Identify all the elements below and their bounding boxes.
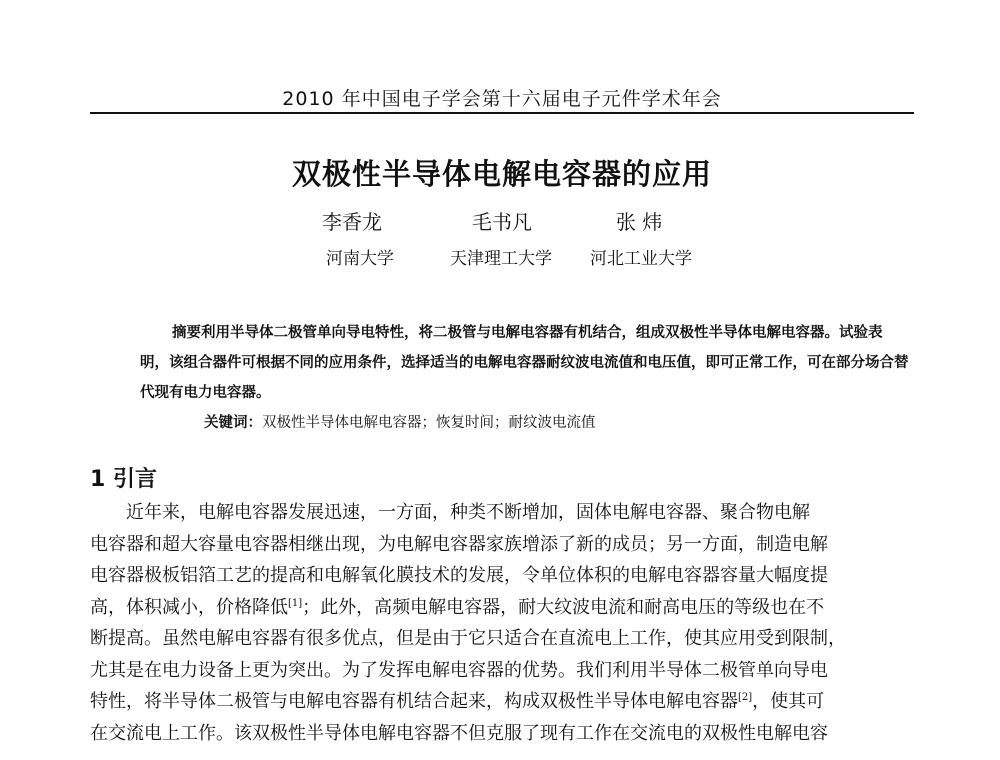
header-rule <box>90 112 914 114</box>
abstract-text: 利用半导体二极管单向导电特性，将二极管与电解电容器有机结合，组成双极性半导体电解电容器。试验表明，该组合器件可根据不同的应用条件，选择适当的电解电容器耐纹波电流值和电压值，即可正常工作，可在部分场合替代现有电力电容器。 <box>140 324 909 401</box>
affiliation: 河北工业大学 <box>590 249 692 269</box>
conference-header: 2010 年中国电子学会第十六届电子元件学术年会 <box>282 88 722 110</box>
abstract-label: 摘要 <box>172 324 201 341</box>
abstract-block <box>140 318 910 438</box>
body-line: 电容器极板铝箔工艺的提高和电解氧化膜技术的发展，令单位体积的电解电容器容量大幅度提 <box>90 565 828 586</box>
author-name: 张 炜 <box>616 210 663 234</box>
keywords-label: 关键词： <box>204 414 262 431</box>
body-line: 特性，将半导体二极管与电解电容器有机结合起来，构成双极性半导体电解电容器[2]，使其可 <box>90 691 825 712</box>
body-line: 近年来，电解电容器发展迅速，一方面，种类不断增加，固体电解电容器、聚合物电解 <box>126 502 810 523</box>
keywords-text: 双极性半导体电解电容器；恢复时间；耐纹波电流值 <box>262 415 596 431</box>
abstract-paragraph <box>140 318 910 408</box>
body-line: 断提高。虽然电解电容器有很多优点，但是由于它只适合在直流电上工作，使其应用受到限制， <box>90 628 846 649</box>
section-heading: 1 引言 <box>90 467 157 492</box>
citation-ref: [2] <box>738 692 753 703</box>
author-list <box>300 206 740 234</box>
affiliation-list <box>300 244 740 272</box>
body-line: 电容器和超大容量电容器相继出现，为电解电容器家族增添了新的成员；另一方面，制造电解 <box>90 533 828 555</box>
author-name: 李香龙 <box>322 210 382 234</box>
keywords-line <box>140 408 910 438</box>
affiliation: 河南大学 <box>326 249 394 269</box>
paper-title: 双极性半导体电解电容器的应用 <box>291 157 712 191</box>
affiliation: 天津理工大学 <box>450 249 552 269</box>
body-line: 高，体积减小，价格降低[1]；此外，高频电解电容器，耐大纹波电流和耐高电压的等级也在不 <box>90 596 825 618</box>
body-line: 尤其是在电力设备上更为突出。为了发挥电解电容器的优势。我们利用半导体二极管单向导电 <box>90 659 828 681</box>
author-name: 毛书凡 <box>472 210 532 234</box>
citation-ref: [1] <box>288 597 303 609</box>
body-line: 在交流电上工作。该双极性半导体电解电容器不但克服了现有工作在交流电的双极性电解电容 <box>90 722 828 744</box>
section-body <box>90 497 914 760</box>
